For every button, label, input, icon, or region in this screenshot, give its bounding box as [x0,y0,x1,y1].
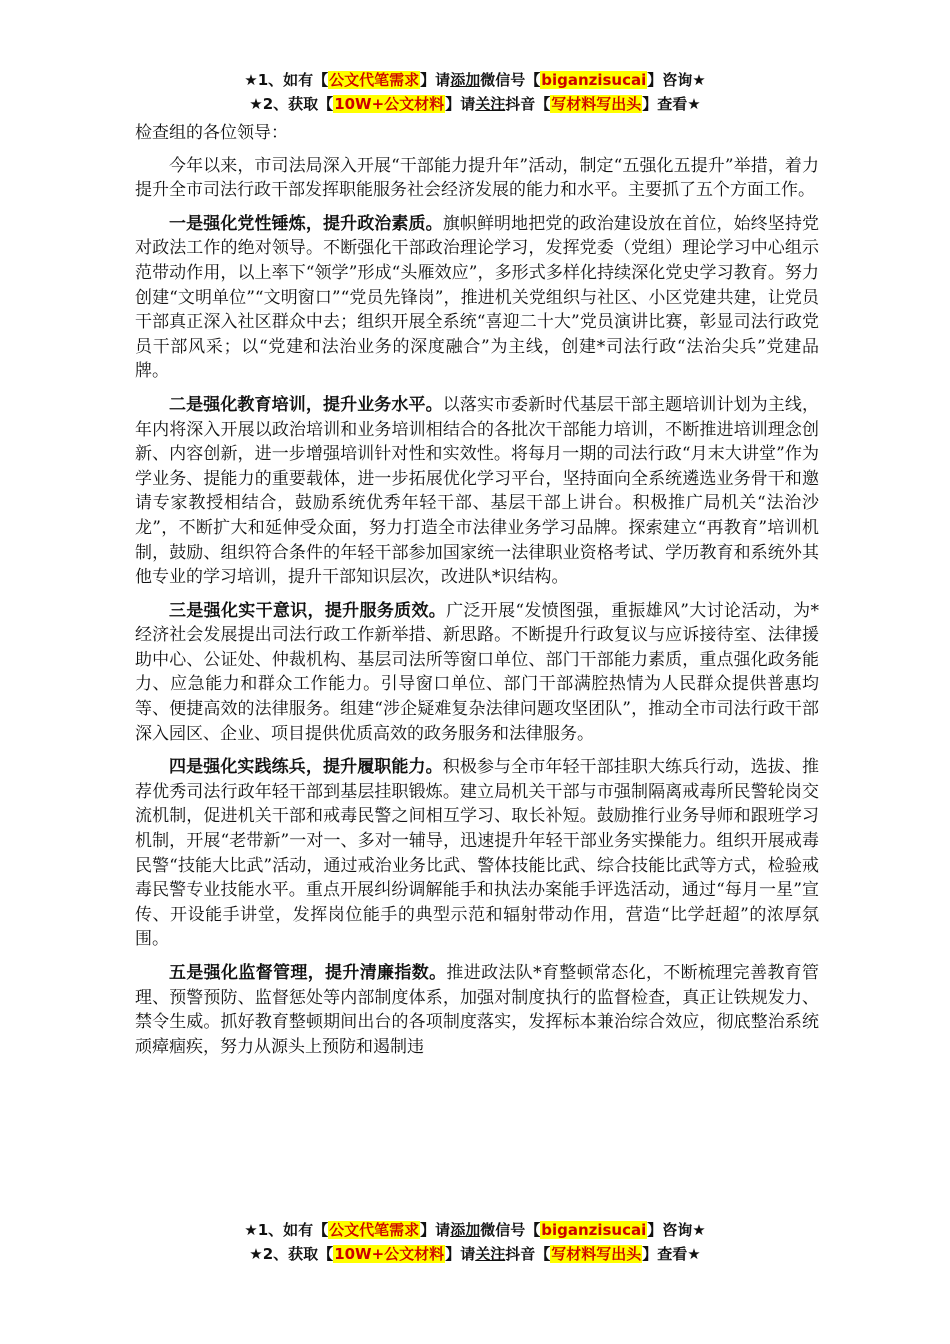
promo-underlined: 关注 [475,1245,506,1263]
promo-text: 抖音【 [505,95,551,113]
promo-text: ★1、如有【 [244,71,329,89]
promo-line-1 [0,1218,950,1242]
promo-highlight: 公文代笔需求 [329,1221,420,1239]
section-text: 旗帜鲜明地把党的政治建设放在首位，始终坚持党对政法工作的绝对领导。不断强化干部政治理论学习，发挥党委（党组）理论学习中心组示范带动作用，以上率下“领学”形成“头雁效应”，多形式多样化持续深化党史学习教育。努力创建“文明单位”“文明窗口”“党员先锋岗”，推进机关党组织与社区、小区党建共建，让党员干部真正深入社区群众中去；组织开展全系统“喜迎二十大”党员演讲比赛，彰显司法行政党员干部风采；以“党建和法治业务的深度融合”为主线，创建*司法行政“法治尖兵”党建品牌。 [135,213,820,382]
section-text: 以落实市委新时代基层干部主题培训计划为主线，年内将深入开展以政治培训和业务培训相结合的各批次干部能力培训，不断推进培训理念创新、内容创新，进一步增强培训针对性和实效性。将每月一期的司法行政“月末大讲堂”作为学业务、提能力的重要载体，进一步拓展优化学习平台，坚持面向全系统遴选业务骨干和邀请专家教授相结合，鼓励系统优秀年轻干部、基层干部上讲台。积极推广局机关“法治沙龙”，不断扩大和延伸受众面，努力打造全市法律业务学习品牌。探索建立“再教育”培训机制，鼓励、组织符合条件的年轻干部参加国家统一法律职业资格考试、学历教育和系统外其他专业的学习培训，提升干部知识层次，改进队*识结构。 [135,394,820,588]
section-heading: 一是强化党性锤炼，提升政治素质。 [169,213,443,234]
promo-line-1 [0,68,950,92]
promo-text: 】咨询★ [647,1221,706,1239]
salutation: 检查组的各位领导： [135,123,288,143]
section-text: 积极参与全市年轻干部挂职大练兵行动，选拔、推荐优秀司法行政年轻干部到基层挂职锻炼。建立局机关干部与市强制隔离戒毒所民警轮岗交流机制，促进机关干部和戒毒民警之间相互学习、取长补短。鼓励推行业务导师和跟班学习机制，开展“老带新”一对一、多对一辅导，迅速提升年轻干部业务实操能力。组织开展戒毒民警“技能大比武”活动，通过戒治业务比武、警体技能比武、综合技能比武等方式，检验戒毒民警专业技能水平。重点开展纠纷调解能手和执法办案能手评选活动，通过“每月一星”宣传、开设能手讲堂，发挥岗位能手的典型示范和辐射带动作用，营造“比学赶超”的浓厚氛围。 [135,757,820,950]
section-paragraph-3 [135,599,819,747]
promo-highlight: 公文代笔需求 [329,71,420,89]
section-paragraph-2 [135,393,819,590]
promo-highlight: 写材料写出头 [551,95,642,113]
promo-highlight: 写材料写出头 [551,1245,642,1263]
promo-text: 】请 [445,95,476,113]
promo-text: 微信号【 [480,1221,541,1239]
promo-text: 】请 [445,1245,476,1263]
promo-banner-bottom [0,1218,950,1266]
promo-text: 抖音【 [505,1245,551,1263]
section-paragraph-1 [135,212,819,384]
section-heading: 四是强化实践练兵，提升履职能力。 [169,757,443,778]
section-paragraph-5 [135,961,819,1059]
promo-underlined: 添加 [450,71,481,89]
section-heading: 三是强化实干意识，提升服务质效。 [169,600,447,621]
promo-text: 】请 [420,1221,451,1239]
promo-text: ★2、获取【 [249,95,334,113]
promo-underlined: 关注 [475,95,506,113]
promo-text: 】查看★ [642,95,701,113]
promo-underlined: 添加 [450,1221,481,1239]
promo-text: 】请 [420,71,451,89]
section-text: 推进政法队*育整顿常态化，不断梳理完善教育管理、预警预防、监督惩处等内部制度体系，加强对制度执行的监督检查，真正让铁规发力、禁令生威。抓好教育整顿期间出台的各项制度落实，发挥标本兼治综合效应，彻底整治系统顽瘴痼疾，努力从源头上预防和遏制违 [135,963,819,1057]
promo-line-2 [0,92,950,116]
section-heading: 五是强化监督管理，提升清廉指数。 [169,963,447,983]
promo-banner-top [0,68,950,116]
promo-highlight: 10W+公文材料 [334,95,445,113]
promo-highlight: biganzisucai [541,71,647,89]
promo-text: 】查看★ [642,1245,701,1263]
promo-highlight: 10W+公文材料 [334,1245,445,1263]
intro-paragraph: 今年以来，市司法局深入开展“干部能力提升年”活动，制定“五强化五提升”举措，着力提升全市司法行政干部发挥职能服务社会经济发展的能力和水平。主要抓了五个方面工作。 [135,155,819,201]
promo-line-2 [0,1242,950,1266]
section-heading: 二是强化教育培训，提升业务水平。 [169,394,443,415]
section-text: 广泛开展“发愤图强，重振雄风”大讨论活动，为*经济社会发展提出司法行政工作新举措、新思路。不断提升行政复议与应诉接待室、法律援助中心、公证处、仲裁机构、基层司法所等窗口单位、部门干部能力素质，重点强化政务能力、应急能力和群众工作能力。引导窗口单位、部门干部满腔热情为人民群众提供普惠均等、便捷高效的法律服务。组建“涉企疑难复杂法律问题攻坚团队”，推动全市司法行政干部深入园区、企业、项目提供优质高效的政务服务和法律服务。 [135,600,820,744]
section-paragraph-4 [135,755,819,952]
promo-text: ★2、获取【 [249,1245,334,1263]
promo-text: 】咨询★ [647,71,706,89]
promo-highlight: biganzisucai [541,1221,647,1239]
promo-text: 微信号【 [480,71,541,89]
promo-text: ★1、如有【 [244,1221,329,1239]
document-body [135,121,819,1068]
